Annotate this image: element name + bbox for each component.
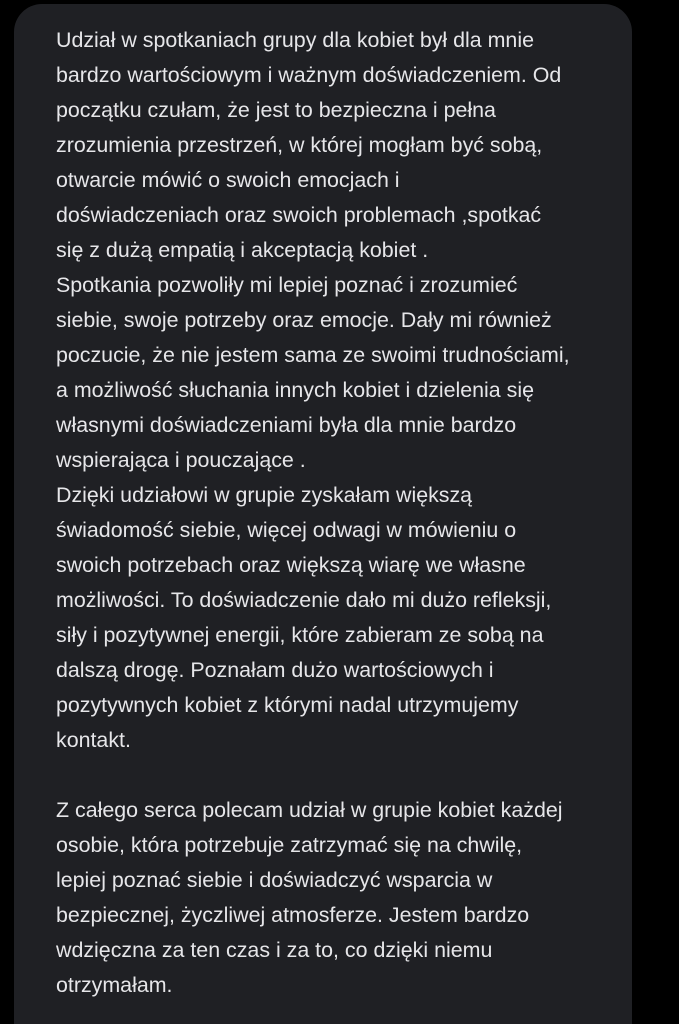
message-line: wspierająca i pouczające . xyxy=(56,448,306,472)
message-line: Dzięki udziałowi w grupie zyskałam większą xyxy=(56,483,473,507)
message-line: doświadczeniach oraz swoich problemach ,spotkać xyxy=(56,203,542,227)
message-line: dalszą drogę. Poznałam dużo wartościowych i xyxy=(56,658,494,682)
message-line: własnymi doświadczeniami była dla mnie bardzo xyxy=(56,413,517,437)
message-line: Z całego serca polecam udział w grupie kobiet każdej xyxy=(56,798,563,822)
message-line: osobie, która potrzebuje zatrzymać się na chwilę, xyxy=(56,833,523,857)
message-bubble[interactable] xyxy=(14,4,632,1024)
message-line: zrozumienia przestrzeń, w której mogłam być sobą, xyxy=(56,133,543,157)
message-line: swoich potrzebach oraz większą wiarę we własne xyxy=(56,553,526,577)
message-line: bezpiecznej, życzliwej atmosferze. Jestem bardzo xyxy=(56,903,530,927)
message-line: siły i pozytywnej energii, które zabieram ze sobą na xyxy=(56,623,544,647)
message-line: poczucie, że nie jestem sama ze swoimi trudnościami, xyxy=(56,343,570,367)
message-line: wdzięczna za ten czas i za to, co dzięki niemu xyxy=(56,938,493,962)
message-line: możliwości. To doświadczenie dało mi dużo refleksji, xyxy=(56,588,552,612)
message-line: siebie, swoje potrzeby oraz emocje. Dały mi również xyxy=(56,308,552,332)
message-line: pozytywnych kobiet z którymi nadal utrzymujemy xyxy=(56,693,519,717)
message-line: otrzymałam. xyxy=(56,973,173,997)
message-line: Spotkania pozwoliły mi lepiej poznać i zrozumieć xyxy=(56,273,518,297)
message-line: otwarcie mówić o swoich emocjach i xyxy=(56,168,400,192)
message-line: świadomość siebie, więcej odwagi w mówieniu o xyxy=(56,518,517,542)
message-line: a możliwość słuchania innych kobiet i dzielenia się xyxy=(56,378,534,402)
message-line: lepiej poznać siebie i doświadczyć wsparcia w xyxy=(56,868,493,892)
message-line: bardzo wartościowym i ważnym doświadczeniem. Od xyxy=(56,63,562,87)
message-line: kontakt. xyxy=(56,728,131,752)
message-line: Udział w spotkaniach grupy dla kobiet był dla mnie xyxy=(56,28,534,52)
message-line: początku czułam, że jest to bezpieczna i pełna xyxy=(56,98,496,122)
message-line: się z dużą empatią i akceptacją kobiet . xyxy=(56,238,429,262)
